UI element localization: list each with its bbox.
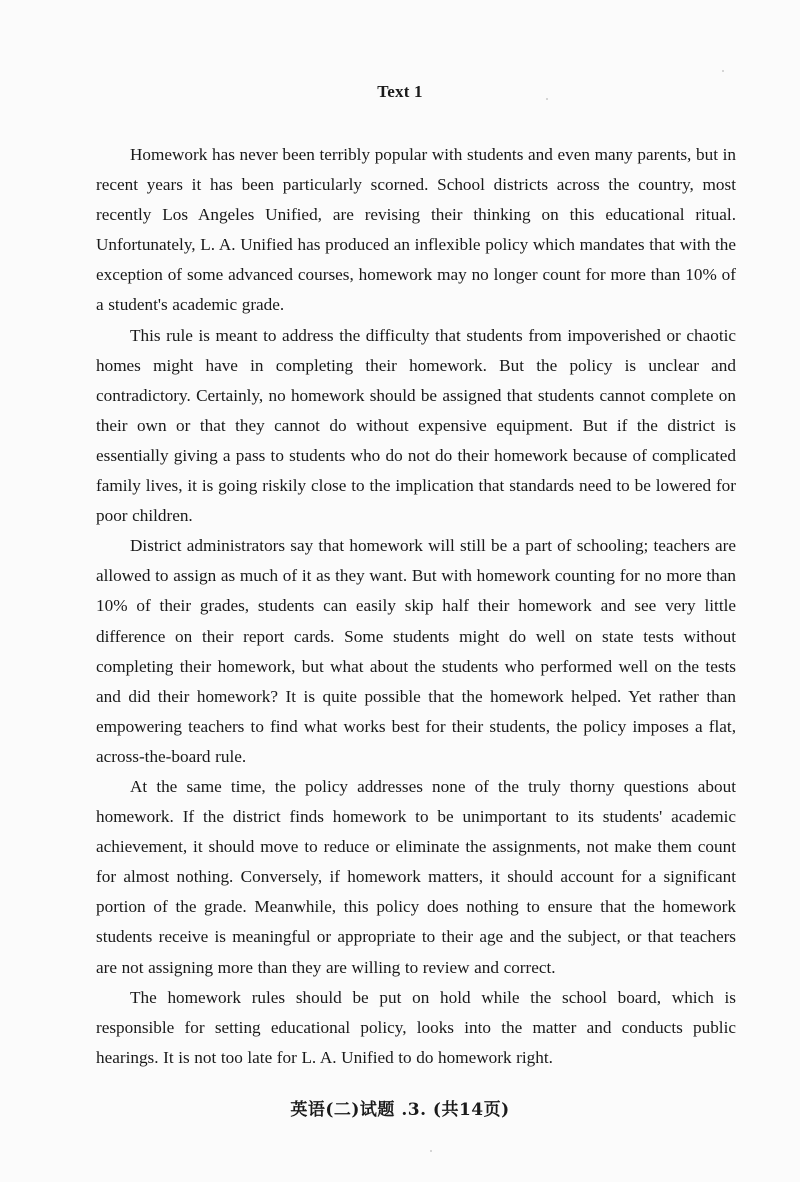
passage-body — [96, 140, 736, 1073]
paragraph-4: At the same time, the policy addresses none of the truly thorny questions about homework. If the district finds homework to be unimportant to its students' academic achievement, it should move to reduce or eliminate the assignments, not make them count for almost nothing. Conversely, if homework matters, it should account for a significant portion of the grade. Meanwhile, this policy does nothing to ensure that the homework students receive is meaningful or appropriate to their age and the subject, or that teachers are not assigning more than they are willing to review and correct. — [96, 776, 736, 977]
scan-speck — [430, 1150, 432, 1152]
paragraph-5: The homework rules should be put on hold while the school board, which is responsible for setting educational policy, looks into the matter and conducts public hearings. It is not too late for L. A. Unified to do homework right. — [96, 987, 736, 1067]
scan-speck — [722, 70, 724, 72]
page-footer: 英语(二)试题 .3. (共14页) — [290, 1100, 510, 1120]
scan-speck — [546, 98, 548, 100]
paragraph-2: This rule is meant to address the difficulty that students from impoverished or chaotic homes might have in completing their homework. But the policy is unclear and contradictory. Certainly, no homework should be assigned that students cannot complete on their own or that they cannot do without expensive equipment. But if the district is essentially giving a pass to students who do not do their homework because of complicated family lives, it is going riskily close to the implication that standards need to be lowered for poor children. — [96, 325, 736, 526]
text-title: Text 1 — [377, 82, 423, 101]
paragraph-3: District administrators say that homework will still be a part of schooling; teachers are allowed to assign as much of it as they want. But with homework counting for no more than 10% of their grades, students can easily skip half their homework and see very little difference on their report cards. Some students might do well on state tests without completing their homework, but what about the students who performed well on the tests and did their homework? It is quite possible that the homework helped. Yet rather than empowering teachers to find what works best for their students, the policy imposes a flat, across-the-board rule. — [96, 536, 736, 766]
paragraph-1: Homework has never been terribly popular with students and even many parents, but in recent years it has been particularly scorned. School districts across the country, most recently Los Angeles Unified, are revising their thinking on this educational ritual. Unfortunately, L. A. Unified has produced an inflexible policy which mandates that with the exception of some advanced courses, homework may no longer count for more than 10% of a student's academic grade. — [96, 145, 736, 315]
